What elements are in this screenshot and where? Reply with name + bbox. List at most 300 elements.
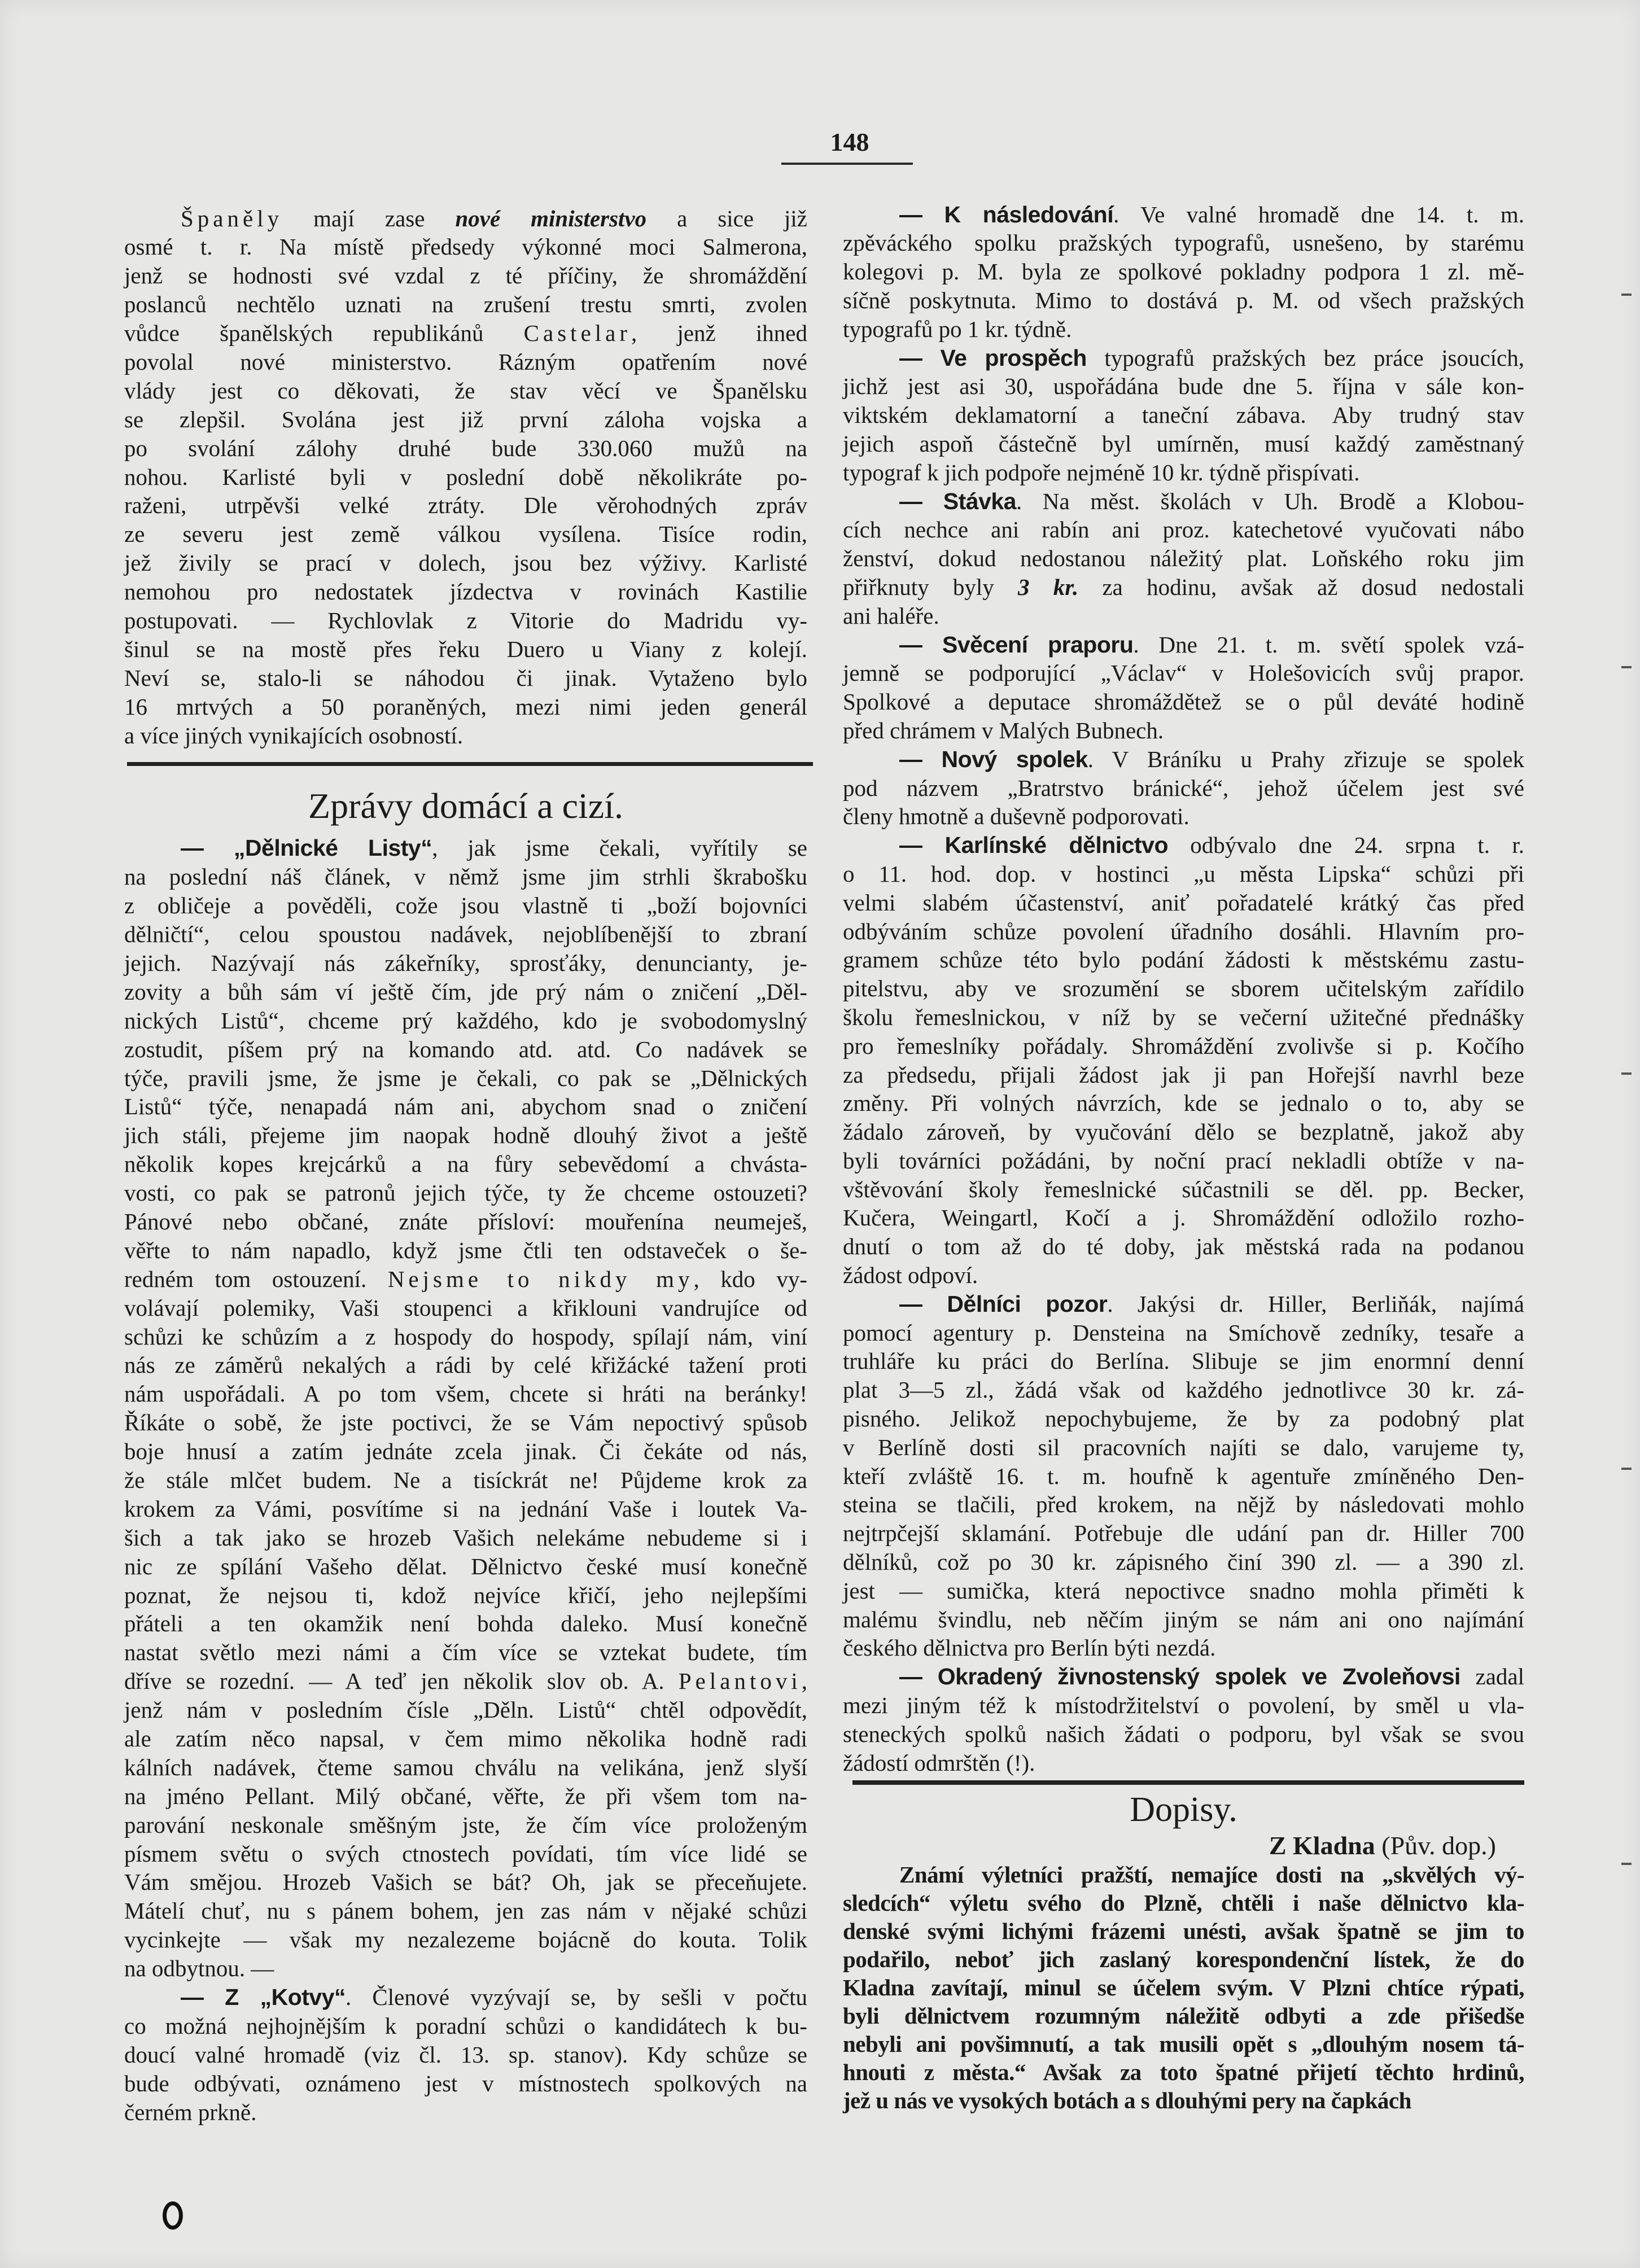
text-line [124, 635, 807, 664]
text-line-content: ženství, dokud nedostanou náležitý plat. Loňského roku jim [843, 545, 1524, 572]
text-line-content: černém prkně. [124, 2099, 257, 2125]
text-line [124, 1236, 807, 1265]
text-line-content: jest — sumička, která nepoctivce snadno mohla přiměti k [843, 1577, 1524, 1604]
text-line-content: žádostí odmrštěn (!). [843, 1749, 1035, 1776]
text-line-content [124, 1667, 807, 1696]
text-line-content: pisného. Jelikož nepochybujeme, že by za podobný plat [843, 1406, 1524, 1432]
scan-edge-mark [1621, 294, 1632, 296]
text-line-content: raženi, utrpěvši velké ztráty. Dle věrohodných zpráv [124, 492, 807, 519]
article-paragraph [843, 344, 1524, 487]
text-line [124, 1265, 807, 1294]
text-line [124, 290, 807, 319]
text-line-content: nejtrpčejší sklamání. Potřebuje dle udání pan dr. Hiller 700 [843, 1520, 1524, 1547]
text-line-content: velmi slabém účastenství, aniť pořadatelé krátký čas před [843, 889, 1524, 916]
text-line-content: kolegovi p. M. byla ze spolkové pokladny podpora 1 zl. mě- [843, 259, 1524, 285]
text-line-content: hnouti z města.“ Avšak za toto špatné přijetí těchto hrdinů, [843, 2059, 1524, 2086]
scan-edge-mark [1621, 1863, 1632, 1865]
text-line [124, 1638, 807, 1667]
article-lead: — Okradený živnostenský spolek ve Zvoleňovsi [899, 1663, 1460, 1690]
text-line-content [899, 344, 1524, 373]
section-heading: Dopisy. [1130, 1790, 1237, 1829]
text-line-content: byli továrníci požádáni, by noční prací nekladli obtíže v na- [843, 1147, 1524, 1174]
text-line [124, 520, 807, 549]
text-line [124, 1581, 807, 1610]
text-line [843, 1889, 1524, 1917]
article-paragraph [124, 204, 807, 750]
text-line [843, 1945, 1524, 1973]
text-line [124, 1351, 807, 1380]
text-line [124, 664, 807, 693]
article-lead: — Karlínské dělnictvo [899, 832, 1168, 859]
text-line [843, 2086, 1524, 2114]
text-line-content: o 11. hod. dop. v hostinci „u města Lipska“ schůzi při [843, 860, 1524, 887]
text-line [843, 1634, 1524, 1662]
text-line [843, 1319, 1524, 1347]
dateline-note: (Pův. dop.) [1375, 1831, 1496, 1860]
text-line-content [181, 1983, 807, 2012]
text-line-content: jež živily se prací v dolech, jsou bez výživy. Karlisté [124, 550, 807, 576]
text-line-content: typograf k jich podpoře nejméně 10 kr. týdně přispívati. [843, 459, 1360, 485]
text-line-content: nických Listů“, chceme prý každého, kdo je svobodomyslný [124, 1007, 807, 1034]
text-line-content: Spolkové a deputace shromáždětež se o půl deváté hodině [843, 689, 1524, 715]
text-line-content: nastat světlo mezi námi a čím více se vztekat budete, tím [124, 1639, 807, 1666]
text-line [843, 1032, 1524, 1061]
article-paragraph [843, 631, 1524, 745]
text-line [843, 659, 1524, 688]
text-line-content [843, 573, 1524, 602]
text-line-content: nemohou pro nedostatek jízdectva v rovinách Kastilie [124, 579, 807, 605]
text-line [843, 1749, 1524, 1777]
article-lead: — K následování [899, 201, 1114, 227]
text-line [843, 573, 1524, 602]
text-line-content: nebyli ani povšimnutí, a tak musili opět s „dlouhým nosem tá- [843, 2031, 1524, 2057]
text-line-content: viktském deklamatorní a taneční zábava. Aby trudný stav [843, 402, 1524, 428]
text-line-content: jemně se podporující „Václav“ v Holešovicích svůj prapor. [843, 660, 1524, 686]
section-rule-bar [127, 762, 813, 766]
text-line-content: sledcích“ výletu svého do Plzně, chtěli i naše dělnictvo kla- [843, 1890, 1524, 1916]
article-paragraph [843, 1662, 1524, 1777]
text-line-content: šinul se na mostě přes řeku Duero u Viany z kolejí. [124, 636, 807, 662]
text-line-content: malému švindlu, neb něčím jiným se nám ani ono najímání [843, 1606, 1524, 1632]
text-line-content [181, 834, 807, 862]
text-line [124, 1294, 807, 1323]
text-line-content: kálních nadávek, čteme samou chválu na velikána, jenž slyší [124, 1754, 807, 1780]
text-line-content: plat 3—5 zl., žádá však od každého jednotlivce 30 kr. zá- [843, 1377, 1524, 1403]
text-run: přiřknuty byly [843, 573, 1018, 600]
text-run: vůdce španělských republikánů [124, 320, 524, 347]
text-line-content: vycinkejte — však my nezalezeme bojácně do kouta. Tolik [124, 1927, 807, 1953]
text-line-content: gramem schůze této bylo podání žádosti k městskému zastu- [843, 947, 1524, 973]
text-line [124, 1179, 807, 1207]
text-line-content: zpěváckého spolku pražských typografů, usnešeno, by starému [843, 230, 1524, 256]
article-lead: — Svěcení praporu [899, 631, 1134, 658]
article-paragraph [843, 1860, 1524, 2114]
text-line [843, 430, 1524, 458]
text-line [124, 549, 807, 577]
text-line-content [899, 831, 1524, 860]
article-lead: — Nový spolek [899, 746, 1088, 772]
article-lead: — Stávka [899, 488, 1016, 514]
text-line [124, 1868, 807, 1897]
text-line [124, 1408, 807, 1437]
text-line [124, 1667, 807, 1696]
text-line [124, 834, 807, 862]
text-line-content: ale zatím něco napsal, v čem mimo několika hodně radi [124, 1726, 807, 1752]
text-line [843, 1261, 1524, 1290]
text-line-content: jejich aspoň částečně byl umírněn, musí každý zaměstnaný [843, 430, 1524, 457]
text-line [843, 1490, 1524, 1519]
text-line [843, 1973, 1524, 2002]
text-line [843, 602, 1524, 631]
text-line [843, 2058, 1524, 2086]
text-line [124, 2012, 807, 2041]
text-line [843, 745, 1524, 774]
text-line [843, 917, 1524, 946]
text-line-content [899, 487, 1524, 516]
text-line [124, 978, 807, 1006]
text-run: mají zase [283, 205, 456, 231]
text-line-content: typografů po 1 kr. týdně. [843, 316, 1072, 342]
text-line [843, 974, 1524, 1003]
text-line [124, 2069, 807, 2098]
text-line-content: věřte to nám napadlo, když jsme čtli ten odstaveček o še- [124, 1237, 807, 1263]
text-run: . Ve valné hromadě dne 14. t. m. [1113, 201, 1524, 227]
text-line-content: krokem za Vámi, posvítíme si na jednání Vaše i loutek Va- [124, 1495, 807, 1522]
article-paragraph [843, 745, 1524, 831]
text-line-content: jenž nám v posledním čísle „Děln. Listů“ chtěl odpovědít, [124, 1697, 807, 1723]
text-line-content: jejich. Nazývají nás zákeřníky, sprosťáky, denuncianty, je- [124, 949, 807, 976]
emphasis-text: 3 kr. [1018, 573, 1079, 600]
text-line-content: týče, pravili jsme, že jsme je čekali, co pak se „Dělnických [124, 1065, 807, 1091]
text-line-content: jenž se hodnosti své vzdal z té příčiny, že shromáždění [124, 262, 807, 289]
text-line [124, 233, 807, 261]
text-line [843, 1232, 1524, 1261]
text-line [843, 315, 1524, 344]
text-line-content: Známí výletníci pražští, nemajíce dosti na „skvělých vý- [899, 1862, 1524, 1888]
text-line [843, 831, 1524, 860]
scan-ring-mark [163, 2201, 183, 2230]
text-line-content: cích nechce ani rabín ani proz. katechetové vyučovati nábo [843, 516, 1524, 543]
emphasis-text: nové ministerstvo [455, 205, 647, 231]
text-line [124, 405, 807, 434]
text-line [124, 1380, 807, 1408]
text-line-content: dělníků, což po 30 kr. zápisného činí 390 zl. — a 390 zl. [843, 1549, 1524, 1575]
text-line-content: steina se tlačili, před krokem, na nějž by následovati mohlo [843, 1491, 1524, 1518]
text-line-content: vštěvování školy řemeslnické súčastnili se děl. pp. Becker, [843, 1176, 1524, 1202]
text-line-content: ani haléře. [843, 602, 939, 629]
text-line [843, 1548, 1524, 1577]
text-line-content: nohou. Karlisté byli v poslední době několikráte po- [124, 463, 807, 490]
text-line [124, 606, 807, 635]
text-line [843, 200, 1524, 229]
text-line [843, 2030, 1524, 2058]
text-line-content: zostudit, píšem prý na komando atd. atd. Co nadávek se [124, 1036, 807, 1062]
text-line [843, 372, 1524, 401]
text-line [124, 2098, 807, 2127]
article-lead: — Z „Kotvy“ [181, 1984, 346, 2011]
text-line [124, 463, 807, 492]
text-line-content: ze severu jest země válkou vysílena. Tisíce rodin, [124, 521, 807, 548]
text-line-content: postupovati. — Rychlovlak z Vitorie do Madridu vy- [124, 607, 807, 633]
scan-edge-mark [1621, 666, 1632, 668]
text-line [124, 2041, 807, 2069]
text-line-content: poslanců nechtělo uznati na zrušení trestu smrti, zvolen [124, 291, 807, 318]
text-line-content: před chrámem v Malých Bubnech. [843, 717, 1164, 743]
text-line [124, 721, 807, 750]
section-rule [124, 750, 807, 778]
text-line-content: pro řemeslníky pořádaly. Shromáždění zvolivše si p. Kočího [843, 1032, 1524, 1059]
text-line-content: osmé t. r. Na místě předsedy výkonné moci Salmerona, [124, 234, 807, 260]
article-paragraph [843, 831, 1524, 1290]
text-line [124, 1207, 807, 1236]
text-line-content: parování neskonale směšným jste, že čím více proloženým [124, 1811, 807, 1838]
text-line [124, 204, 807, 233]
text-line-content: na jméno Pellant. Milý občané, věřte, že při všem tom na- [124, 1783, 807, 1809]
text-line [843, 1519, 1524, 1548]
text-line [124, 862, 807, 891]
text-line-content: steneckých spolků našich žádati o podporu, byl však se svou [843, 1720, 1524, 1747]
text-run: a sice již [646, 205, 808, 231]
text-line-content: školu řemeslnickou, v níž by se večerní užitečné přednášky [843, 1004, 1524, 1030]
text-line-content: nic ze spílání Vašeho dělat. Dělnictvo české musí konečně [124, 1553, 807, 1579]
article-paragraph [843, 1290, 1524, 1662]
text-run: , jenž ihned [631, 320, 807, 347]
text-line [843, 1003, 1524, 1032]
text-run: odbývalo dne 24. srpna t. r. [1167, 832, 1524, 859]
text-line [843, 1605, 1524, 1634]
text-line [124, 1609, 807, 1638]
text-line [843, 802, 1524, 831]
text-line-content [899, 200, 1524, 229]
text-line [843, 1917, 1524, 1945]
text-line-content: po svolání zálohy druhé bude 330.060 mužů na [124, 435, 807, 461]
spaced-text: Nejsme to nikdy my [387, 1266, 694, 1292]
text-line [843, 229, 1524, 257]
text-line [843, 716, 1524, 745]
text-line [124, 1323, 807, 1351]
text-line [843, 1376, 1524, 1404]
text-line [124, 1150, 807, 1179]
text-line-content: Pánové nebo občané, znáte přísloví: mouřenína neumeješ, [124, 1209, 807, 1234]
text-line [843, 1433, 1524, 1462]
page-number-rule [781, 163, 913, 165]
text-line-content: volávají polemiky, Vaši stoupenci a křiklouni vandrujíce od [124, 1294, 807, 1321]
text-line-content: na poslední náš článek, v němž jsme jim strhli škrabošku [124, 864, 807, 890]
text-run: redném tom ostouzení. [124, 1266, 388, 1292]
text-line-content: Listů“ týče, nenapadá nám ani, abychom snad o zničení [124, 1093, 807, 1120]
text-line-content: jich stáli, přejeme jim naopak hodně dlouhý život a ještě [124, 1122, 807, 1149]
text-line [124, 920, 807, 949]
text-line-content: Neví se, stalo-li se náhodou či jinak. Vytaženo bylo [124, 664, 807, 691]
text-line-content: šich a tak jako se hrozeb Vašich nelekáme nebudeme si i [124, 1524, 807, 1551]
text-line-content: jež u nás ve vysokých botách a s dlouhými pery na čapkách [843, 2087, 1411, 2114]
text-line [124, 1696, 807, 1724]
text-line-content: českého dělnictva pro Berlín býti nezdá. [843, 1635, 1216, 1661]
text-line-content: povolal nové ministerstvo. Rázným opatřením nové [124, 348, 807, 375]
article-lead: — Ve prospěch [899, 344, 1087, 371]
text-line-content: a více jiných vynikajících osobností. [124, 722, 463, 748]
text-run: . Na měst. školách v Uh. Brodě a Klobou- [1016, 488, 1524, 514]
text-line-content: nás ze záměrů nekalých a rádi by celé křižácké tažení proti [124, 1352, 807, 1378]
text-line-content [899, 745, 1524, 774]
text-line [124, 1811, 807, 1840]
text-line [124, 1092, 807, 1121]
text-line-content: denské svými lichými frázemi unésti, avšak špatně se jim to [843, 1918, 1524, 1945]
text-line [124, 1782, 807, 1811]
text-line-content: kteří zvláště 16. t. m. houfně k agentuře zmíněného Den- [843, 1463, 1524, 1489]
text-line [124, 491, 807, 520]
text-line [124, 1121, 807, 1150]
spaced-text: Španěly [181, 205, 283, 231]
text-line-content: síčně poskytnuta. Mimo to dostává p. M. od všech pražských [843, 287, 1524, 313]
text-line [124, 1437, 807, 1466]
section-rule-bar [852, 1780, 1524, 1785]
text-run: , jak jsme čekali, vyřítily se [432, 835, 807, 861]
text-line [843, 487, 1524, 516]
text-line-content: žádalo zároveň, by vyučování dělo se bezplatně, jakož aby [843, 1119, 1524, 1145]
text-line-content: boje hnusí a zatím jednáte zcela jinak. Či čekáte od nás, [124, 1438, 807, 1465]
text-run: . V Bráníku u Prahy zřizuje se spolek [1087, 746, 1524, 772]
text-line [843, 286, 1524, 315]
text-line-content [899, 1662, 1524, 1691]
text-line [843, 1118, 1524, 1146]
text-line [843, 1577, 1524, 1605]
text-line-content: pomocí agentury p. Densteina na Smíchově zedníky, tesaře a [843, 1319, 1524, 1346]
text-line [124, 1983, 807, 2012]
text-line-content: v Berlíně dosti sil pracovních najíti se dalo, varujeme ty, [843, 1434, 1524, 1460]
text-line [843, 2002, 1524, 2030]
text-line [843, 1860, 1524, 1889]
text-run: zadal [1460, 1663, 1524, 1690]
text-run: , [801, 1668, 807, 1695]
text-run: dříve se rozední. — A teď jen několik slov ob. A. [124, 1668, 679, 1695]
text-line [843, 1203, 1524, 1232]
text-line [124, 1466, 807, 1495]
text-line [843, 1720, 1524, 1749]
text-line [843, 257, 1524, 286]
text-line [124, 434, 807, 463]
text-line-content: Vám smějou. Hrozeb Vašich se bát? Oh, jak se přeceňujete. [124, 1869, 807, 1895]
text-line-content [181, 204, 807, 233]
text-line [124, 1925, 807, 1954]
text-line-content [124, 319, 807, 348]
text-line [843, 860, 1524, 888]
text-line-content: dělničtí“, celou spoustou nadávek, nejoblíbenější to zbraní [124, 921, 807, 948]
article-lead: — „Dělnické Listy“ [181, 835, 432, 861]
text-line [124, 319, 807, 348]
text-line-content: žádost odpoví. [843, 1262, 978, 1289]
text-line-content: Kladna zavítají, minul se účelem svým. V Plzni chtíce rýpati, [843, 1974, 1524, 2001]
text-line-content: vlády jest co děkovati, že stav věcí ve Španělsku [124, 377, 807, 404]
text-line-content: nám uspořádali. A po tom všem, chcete si hráti na beránky! [124, 1381, 807, 1407]
text-line-content [899, 631, 1524, 659]
text-line [843, 1290, 1524, 1319]
text-run: typografů pražských bez práce jsoucích, [1086, 344, 1524, 371]
text-line [124, 1552, 807, 1581]
text-line [124, 1035, 807, 1064]
scan-edge-mark [1621, 1072, 1632, 1075]
text-run: za hodinu, avšak až dosud nedostali [1078, 573, 1524, 600]
text-line-content: zovity a bůh sám ví ještě čím, jde prý nám o zničení „Děl- [124, 978, 807, 1005]
article-paragraph [843, 200, 1524, 344]
text-line [124, 1724, 807, 1753]
article-paragraph [124, 834, 807, 1983]
text-line-content: na odbytnou. — [124, 1955, 274, 1982]
text-line-content [899, 1290, 1524, 1319]
text-line [843, 774, 1524, 803]
article-paragraph [843, 487, 1524, 631]
text-line-content: Kučera, Weingartl, Kočí a j. Shromáždění odložilo rozho- [843, 1205, 1524, 1231]
text-line [124, 949, 807, 978]
text-line [843, 1404, 1524, 1433]
page-number: 148 [830, 128, 869, 156]
text-line-content: Říkáte o sobě, že jste poctivci, že se Vám nepoctivý spůsob [124, 1409, 807, 1436]
text-line-content: podařilo, neboť jich zaslaný korespondenční lístek, že do [843, 1946, 1524, 1973]
text-line [843, 1462, 1524, 1491]
text-line [843, 945, 1524, 974]
text-line [843, 458, 1524, 487]
text-line [843, 515, 1524, 544]
text-run: . Jakýsi dr. Hiller, Berliňák, najímá [1107, 1290, 1524, 1317]
text-line-content: písmem světu o svých ctnostech povídati, tím více lidé se [124, 1840, 807, 1867]
text-line [124, 577, 807, 606]
text-line-content: byli dělnictvem rozumným náležitě odbyti a zde přišedše [843, 2003, 1524, 2029]
section-heading: Zprávy domácí a cizí. [308, 786, 623, 826]
text-line [124, 693, 807, 721]
left-column [124, 204, 807, 2127]
text-line [124, 1897, 807, 1925]
text-line [843, 1347, 1524, 1376]
text-line-content: vosti, co pak se patronů jejich týče, ty že chceme ostouzeti? [124, 1180, 807, 1206]
text-run: . Členové vyzývají se, by sešli v počtu [346, 1984, 807, 2011]
text-line-content: z obličeje a pověděli, cože jsou vlastně ti „boží bojovníci [124, 892, 807, 919]
text-line-content: členy hmotně a duševně podporovati. [843, 803, 1189, 830]
text-line-content: mezi jiným též k místodržitelství o povolení, by směl u vla- [843, 1692, 1524, 1719]
text-line [843, 1146, 1524, 1175]
text-line [843, 1089, 1524, 1118]
article-lead: — Dělníci pozor [899, 1290, 1108, 1317]
text-line [124, 891, 807, 920]
text-line [843, 544, 1524, 573]
text-line [843, 344, 1524, 373]
text-line [124, 1753, 807, 1782]
text-line [124, 1006, 807, 1035]
text-line-content: bude odbývati, oznámeno jest v místnostech spolkových na [124, 2070, 807, 2096]
text-line [843, 1662, 1524, 1691]
text-line [843, 401, 1524, 430]
letter-dateline [843, 1831, 1524, 1860]
text-line [124, 261, 807, 290]
text-line [843, 1175, 1524, 1204]
text-line [124, 348, 807, 376]
spaced-text: Pelantovi [678, 1668, 802, 1695]
text-line-content: několik kopes krejcárků a na fůry sebevědomí a chvásta- [124, 1151, 807, 1177]
text-line-content: se zlepšil. Svolána jest již první záloha vojska a [124, 406, 807, 432]
text-line [124, 1495, 807, 1523]
text-line [124, 376, 807, 405]
text-line [124, 1840, 807, 1868]
article-paragraph [124, 1983, 807, 2126]
text-line [843, 688, 1524, 716]
dateline-place: Z Kladna [1269, 1831, 1375, 1860]
text-line-content: 16 mrtvých a 50 poraněných, mezi nimi jeden generál [124, 693, 807, 720]
section-rule [843, 1777, 1524, 1788]
text-line-content: schůzi ke schůzím a z hospody do hospody, spílají nám, viní [124, 1323, 807, 1350]
text-line [843, 631, 1524, 659]
text-line [843, 1061, 1524, 1089]
text-line [124, 1064, 807, 1093]
text-line-content: jichž jest asi 30, uspořádána bude dne 5. října v sále kon- [843, 373, 1524, 400]
